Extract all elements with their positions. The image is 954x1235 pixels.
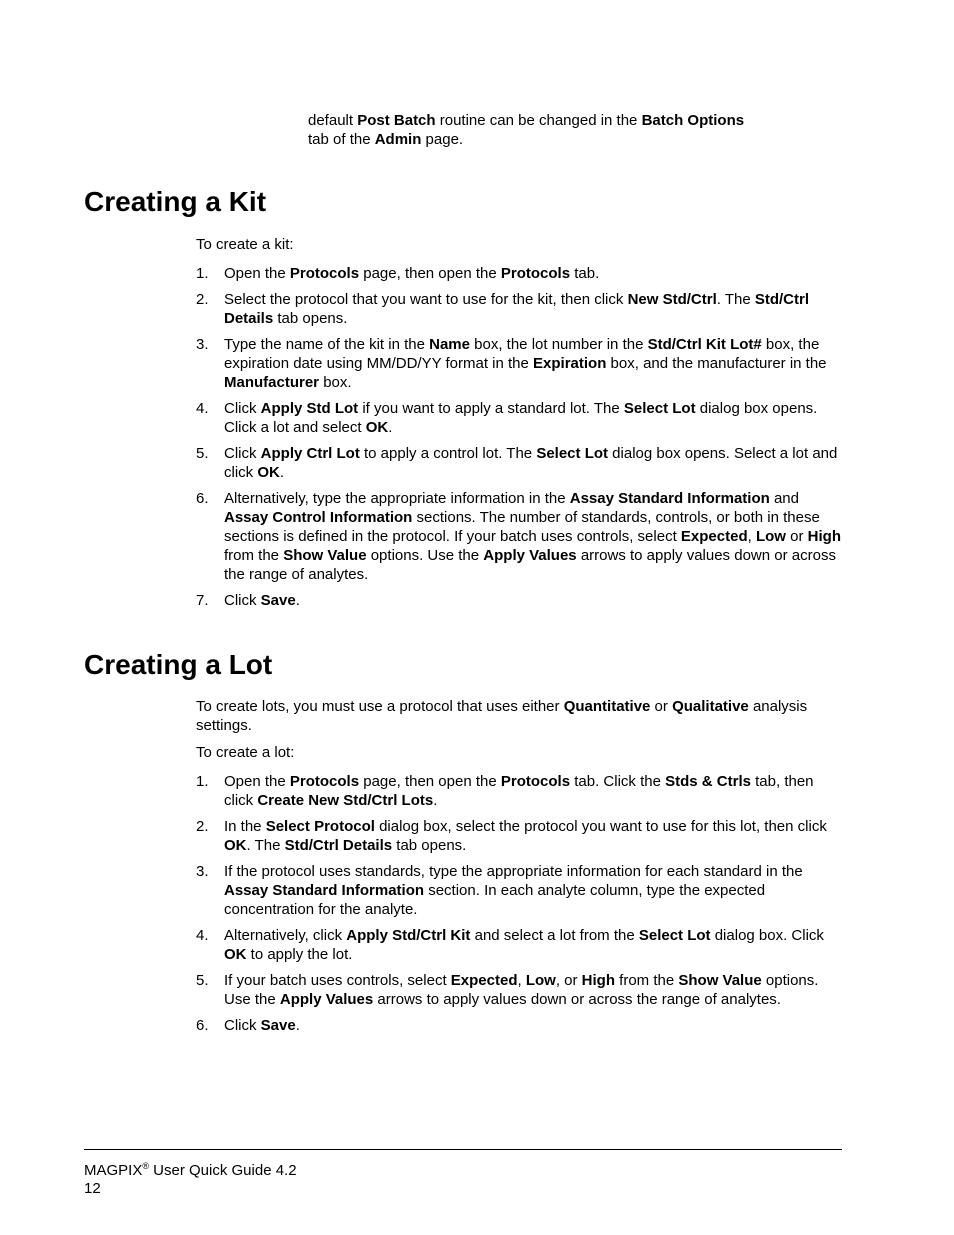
step-number: 5. (196, 972, 209, 989)
step-number: 5. (196, 445, 209, 462)
list-item: 3. If the protocol uses standards, type the appropriate information for each standard in the Assay Standard Information section. In each analyte column, type the expected concentration for the analyte. (196, 863, 803, 918)
footer-divider (84, 1149, 842, 1150)
list-item: 2. Select the protocol that you want to use for the kit, then click New Std/Ctrl. The Std/Ctrl Details tab opens. (196, 291, 810, 327)
list-item: 1. Open the Protocols page, then open the Protocols tab. Click the Stds & Ctrls tab, then click Create New Std/Ctrl Lots. (196, 773, 814, 809)
lot-intro: To create lots, you must use a protocol that uses either Quantitative or Qualitative analysis settings. (196, 698, 808, 734)
step-number: 6. (196, 490, 209, 507)
lot-intro-2: To create a lot: (196, 744, 295, 761)
list-item: 2. In the Select Protocol dialog box, select the protocol you want to use for this lot, then click OK. The Std/Ctrl Details tab opens. (196, 818, 827, 854)
step-number: 6. (196, 1017, 209, 1034)
registered-mark: ® (142, 1161, 149, 1171)
list-item: 5. Click Apply Ctrl Lot to apply a control lot. The Select Lot dialog box opens. Select a lot and click OK. (196, 445, 838, 481)
step-number: 4. (196, 927, 209, 944)
lot-heading: Creating a Lot (84, 649, 273, 680)
step-number: 7. (196, 592, 209, 609)
kit-intro: To create a kit: (196, 236, 294, 253)
list-item: 4. Alternatively, click Apply Std/Ctrl Kit and select a lot from the Select Lot dialog box. Click OK to apply the lot. (196, 927, 824, 963)
step-number: 2. (196, 818, 209, 835)
text: page. (421, 131, 464, 148)
list-item: 1. Open the Protocols page, then open the Protocols tab. (196, 265, 600, 282)
step-number: 1. (196, 773, 209, 790)
step-number: 1. (196, 265, 209, 282)
lot-section (196, 697, 846, 1042)
list-item: 4. Click Apply Std Lot if you want to apply a standard lot. The Select Lot dialog box opens. Click a lot and select OK. (196, 400, 818, 436)
page-footer (84, 1162, 297, 1198)
bold-term: Admin (374, 131, 422, 148)
text: routine can be changed in the (435, 112, 642, 129)
step-number: 4. (196, 400, 209, 417)
step-number: 3. (196, 336, 209, 353)
list-item: 5. If your batch uses controls, select Expected, Low, or High from the Show Value options. Use the Apply Values arrows to apply values down or across the range of analytes. (196, 972, 819, 1008)
kit-heading: Creating a Kit (84, 186, 267, 217)
text: default (308, 112, 358, 129)
kit-steps (196, 264, 846, 610)
text: tab of the (308, 131, 375, 148)
step-number: 2. (196, 291, 209, 308)
page-number: 12 (84, 1180, 101, 1197)
list-item: 3. Type the name of the kit in the Name box, the lot number in the Std/Ctrl Kit Lot# box, the expiration date using MM/DD/YY format in the Expiration box, and the manufacturer in the Manufacturer box. (196, 336, 827, 391)
list-item: 6. Click Save. (196, 1017, 300, 1034)
step-number: 3. (196, 863, 209, 880)
bold-term: Batch Options (641, 112, 745, 129)
lot-steps (196, 772, 846, 1035)
footer-title: MAGPIX® User Quick Guide 4.2 (84, 1161, 297, 1179)
kit-section (196, 235, 846, 617)
list-item: 6. Alternatively, type the appropriate information in the Assay Standard Information and Assay Control Information sections. The number of standards, controls, or both in these sections is defined in the protocol. If your batch uses controls, select Expected, Low or High from the Show Value options. Use the Apply Values arrows to apply values down or across the range of analytes. (196, 490, 841, 583)
lead-paragraph (308, 111, 788, 149)
bold-term: Post Batch (357, 112, 436, 129)
list-item: 7. Click Save. (196, 592, 300, 609)
